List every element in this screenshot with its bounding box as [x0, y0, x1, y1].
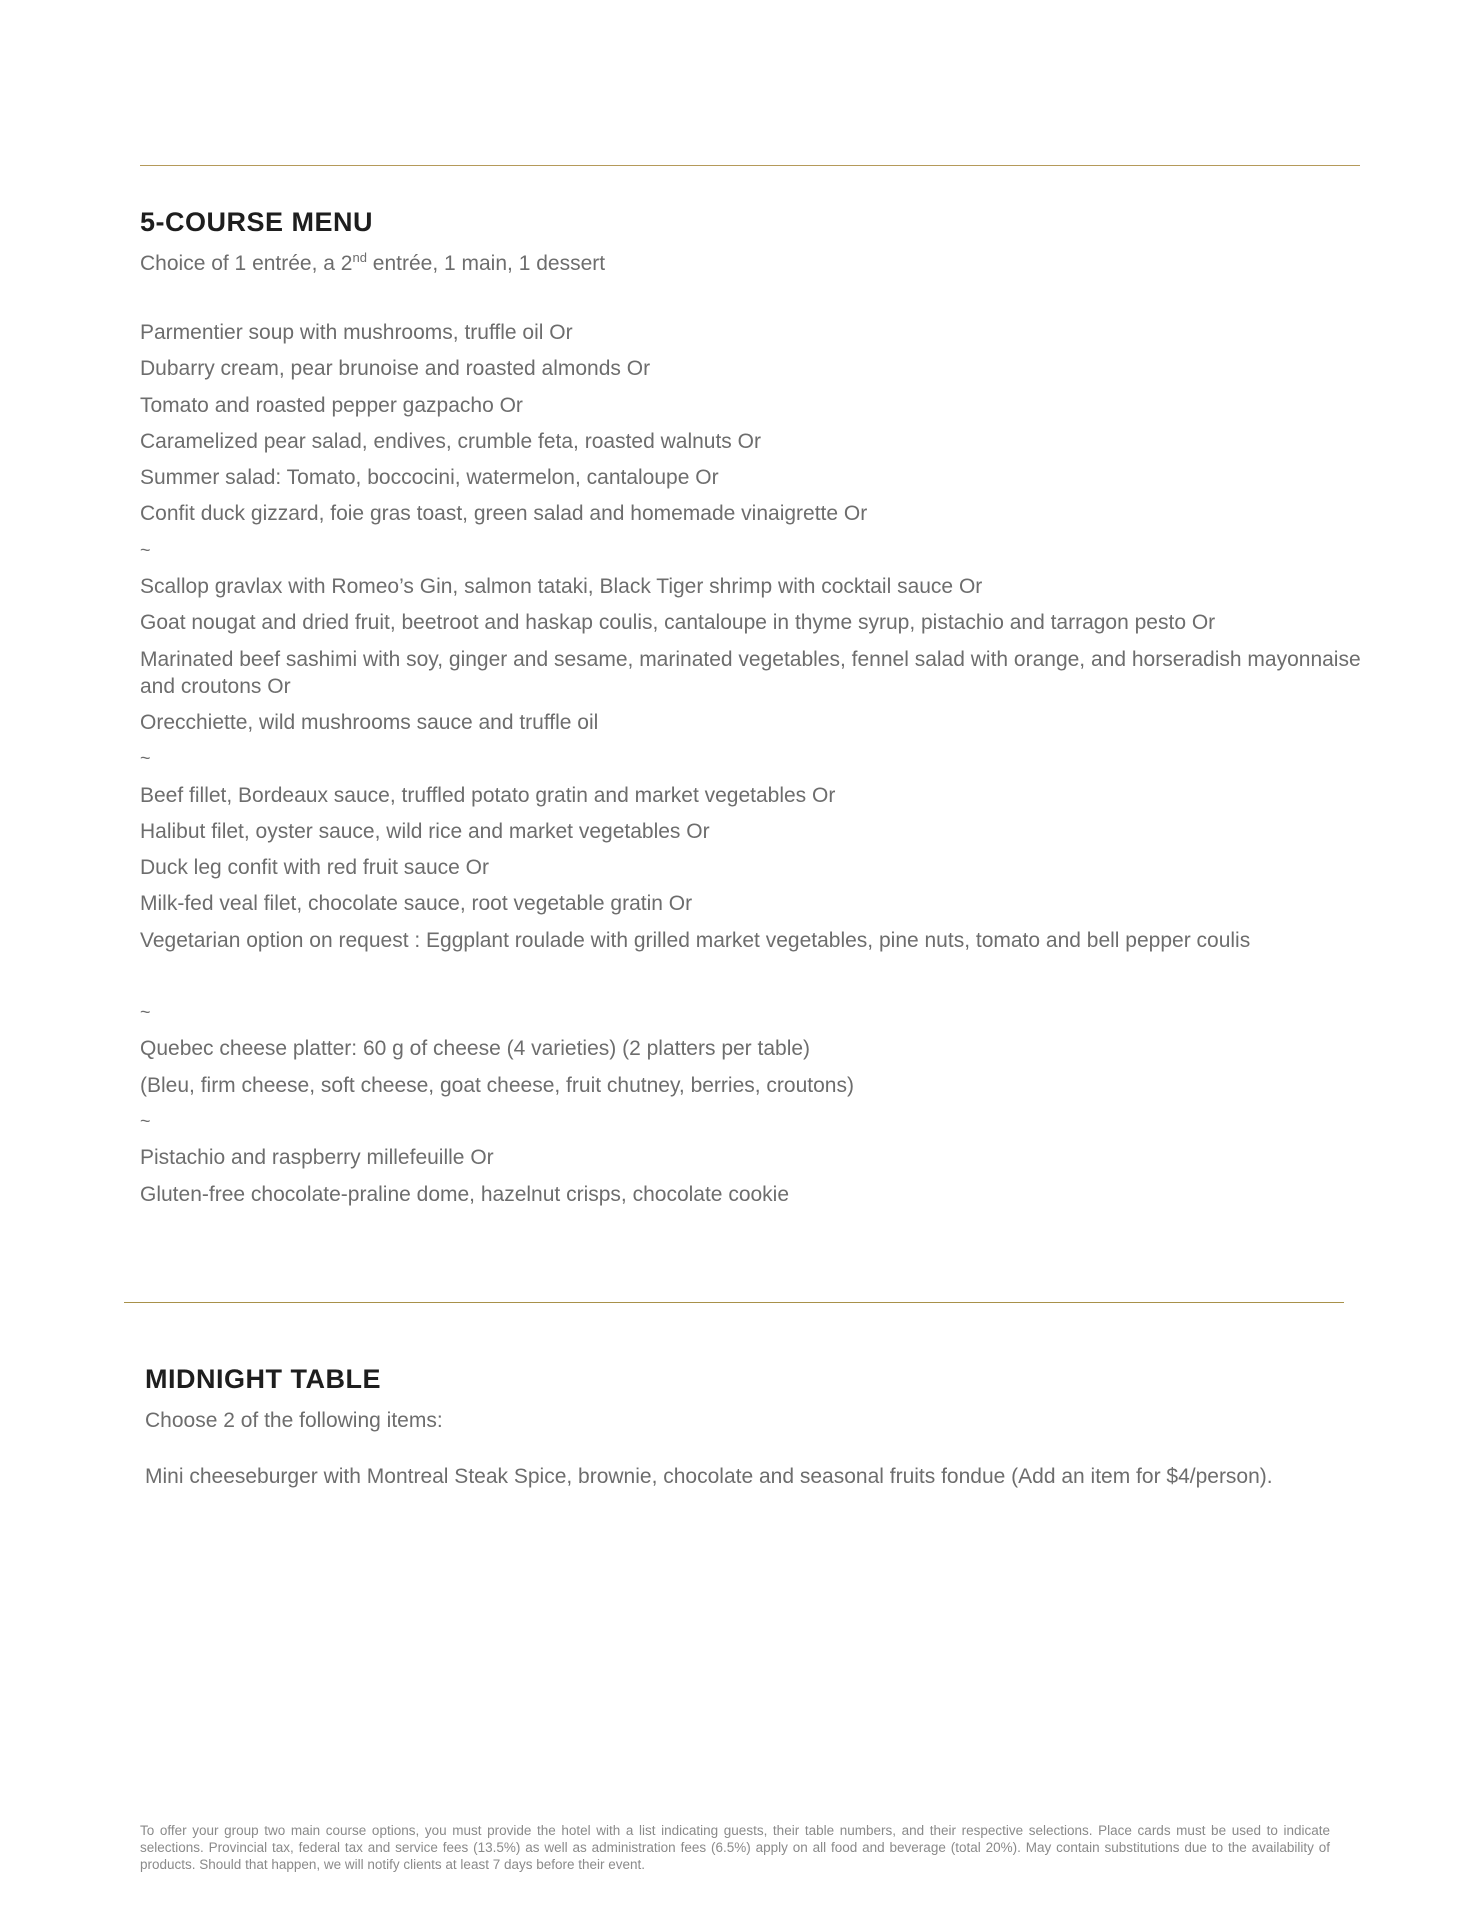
footer-note: To offer your group two main course options, you must provide the hotel with a list indicating guests, their table numbers, and their respective selections. Place cards must be used to indicate selections. Provincial tax, federal tax and service fees (13.5%) as well as administration fees (6.5%) apply on all food and beverage (total 20%). May contain substitutions due to the availability of products. Should that happen, we will notify clients at least 7 days before their event. — [140, 1823, 1330, 1872]
menu-item: Beef fillet, Bordeaux sauce, truffled potato gratin and market vegetables Or — [140, 783, 836, 807]
course-menu-title: 5-COURSE MENU — [140, 207, 374, 237]
subtitle-text-start: Choice of 1 entrée, a 2 — [140, 252, 353, 275]
section-divider — [124, 1302, 1344, 1303]
course-menu-section — [140, 205, 1370, 1217]
menu-item: Orecchiette, wild mushrooms sauce and truffle oil — [140, 710, 599, 734]
course-separator: ~ — [140, 1002, 151, 1023]
midnight-table-items: Mini cheeseburger with Montreal Steak Spice, brownie, chocolate and seasonal fruits fondue (Add an item for $4/person). — [145, 1465, 1273, 1488]
midnight-table-subtitle: Choose 2 of the following items: — [145, 1409, 443, 1432]
menu-item: Gluten-free chocolate-praline dome, hazelnut crisps, chocolate cookie — [140, 1182, 790, 1206]
menu-item: Vegetarian option on request : Eggplant roulade with grilled market vegetables, pine nuts, tomato and bell pepper coulis — [140, 928, 1251, 952]
menu-item: Duck leg confit with red fruit sauce Or — [140, 856, 489, 880]
menu-item: Summer salad: Tomato, boccocini, watermelon, cantaloupe Or — [140, 466, 719, 490]
menu-item: Tomato and roasted pepper gazpacho Or — [140, 393, 523, 417]
menu-item: (Bleu, firm cheese, soft cheese, goat cheese, fruit chutney, berries, croutons) — [140, 1073, 854, 1097]
menu-item: Goat nougat and dried fruit, beetroot and haskap coulis, cantaloupe in thyme syrup, pistachio and tarragon pesto Or — [140, 611, 1216, 635]
midnight-table-title: MIDNIGHT TABLE — [145, 1364, 381, 1394]
course-separator: ~ — [140, 1110, 151, 1131]
menu-item: Marinated beef sashimi with soy, ginger and sesame, marinated vegetables, fennel salad with orange, and horseradish mayonnaise and croutons Or — [140, 647, 1361, 698]
course-menu-subtitle — [140, 249, 1370, 279]
menu-item: Dubarry cream, pear brunoise and roasted almonds Or — [140, 357, 651, 381]
subtitle-text-end: entrée, 1 main, 1 dessert — [366, 252, 606, 275]
course-separator: ~ — [140, 539, 151, 560]
subtitle-superscript: nd — [352, 250, 367, 265]
top-divider — [140, 165, 1360, 166]
course-separator: ~ — [140, 748, 151, 769]
menu-item: Halibut filet, oyster sauce, wild rice and market vegetables Or — [140, 819, 710, 843]
menu-item: Quebec cheese platter: 60 g of cheese (4 varieties) (2 platters per table) — [140, 1037, 811, 1061]
menu-item: Parmentier soup with mushrooms, truffle oil Or — [140, 321, 573, 344]
spacer — [140, 963, 1370, 999]
menu-item: Confit duck gizzard, foie gras toast, green salad and homemade vinaigrette Or — [140, 502, 868, 526]
menu-item: Scallop gravlax with Romeo’s Gin, salmon tataki, Black Tiger shrimp with cocktail sauce Or — [140, 575, 983, 599]
menu-item: Milk-fed veal filet, chocolate sauce, root vegetable gratin Or — [140, 892, 693, 916]
midnight-table-section — [145, 1362, 1345, 1490]
menu-item: Caramelized pear salad, endives, crumble feta, roasted walnuts Or — [140, 429, 761, 453]
menu-list — [140, 319, 1370, 1208]
menu-item: Pistachio and raspberry millefeuille Or — [140, 1146, 494, 1170]
